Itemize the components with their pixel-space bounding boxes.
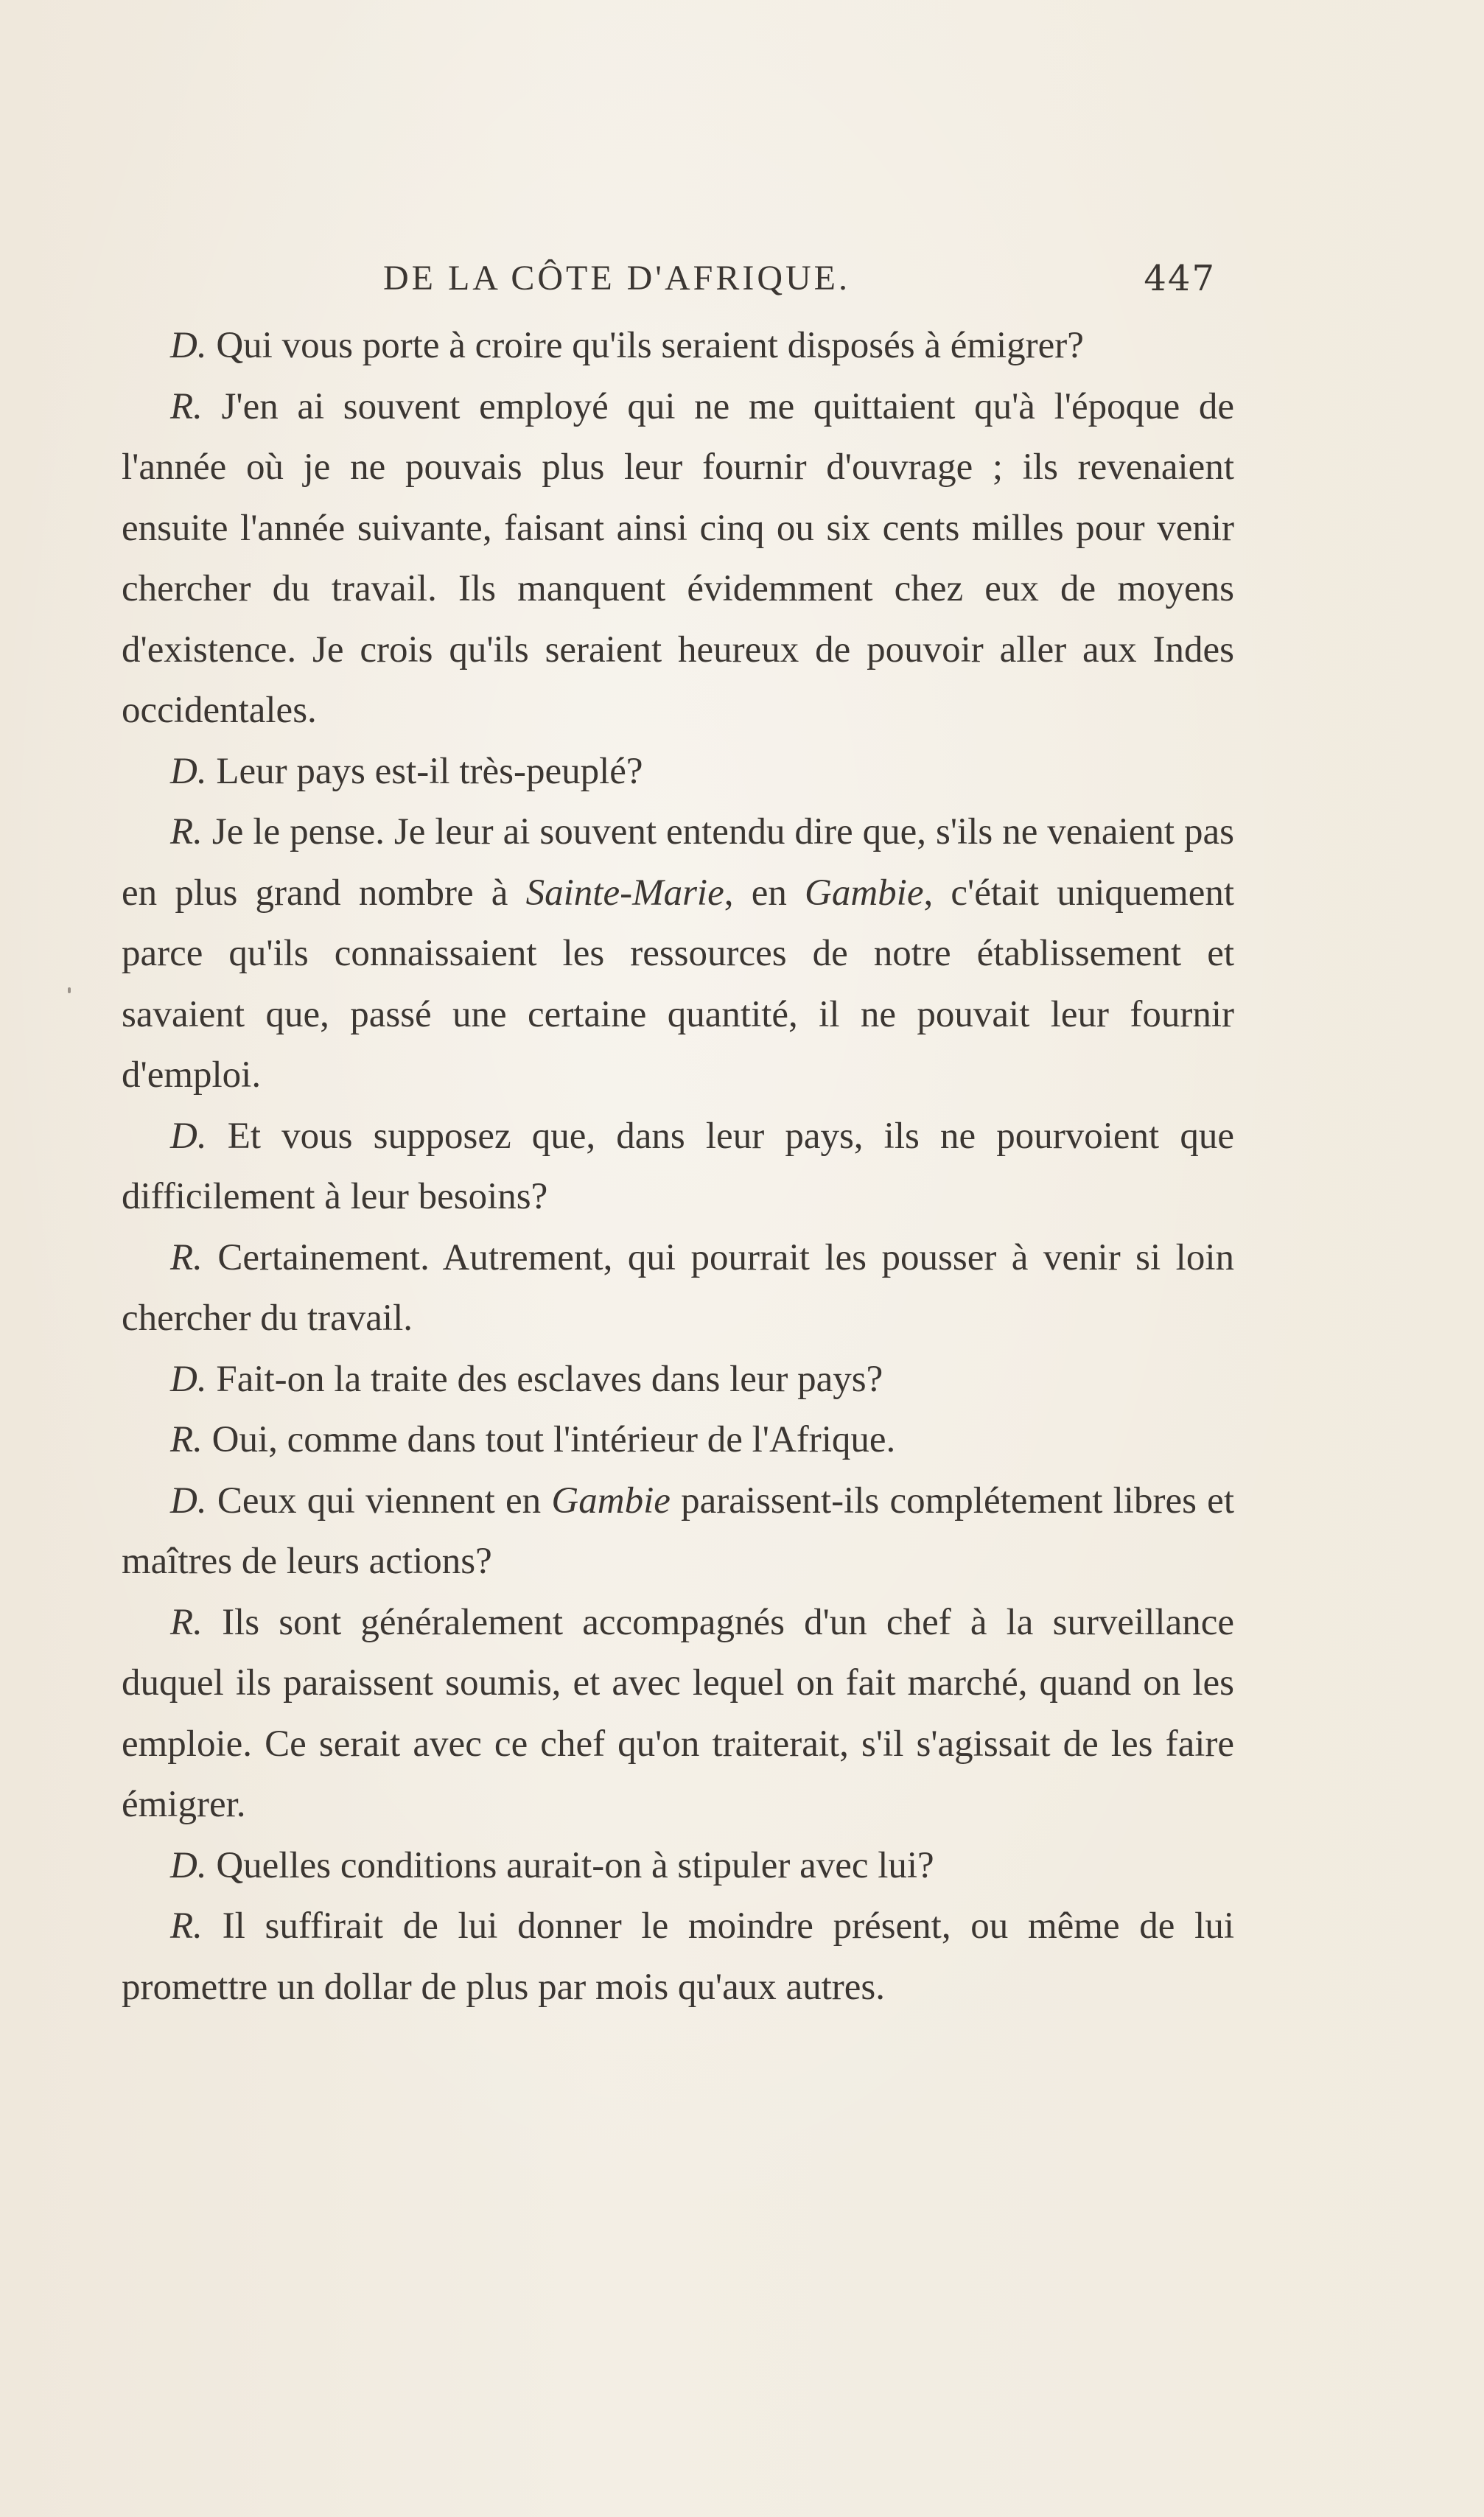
paragraph-text: Certainement. Autrement, qui pourrait les pousser à venir si loin chercher du travail. [122, 1236, 1234, 1339]
paragraph-text: Et vous supposez que, dans leur pays, ils ne pourvoient que difficilement à leur besoins? [122, 1115, 1234, 1217]
paragraph-text: Je le pense. Je leur ai souvent entendu dire que, s'ils ne venaient pas en plus grand nombre à [122, 811, 1234, 914]
speaker-label: R. [170, 1905, 203, 1947]
dialogue-paragraph [122, 1592, 1234, 1835]
speaker-label: R. [170, 1236, 203, 1278]
paragraph-text: Leur pays est-il très-peuplé? [206, 750, 643, 792]
page-number: 447 [1144, 258, 1216, 299]
paragraph-text: Il suffirait de lui donner le moindre présent, ou même de lui promettre un dollar de plus par mois qu'aux autres. [122, 1905, 1234, 2008]
speaker-label: R. [170, 811, 203, 853]
dialogue-paragraph [122, 315, 1234, 377]
paragraph-text: J'en ai souvent employé qui ne me quittaient qu'à l'époque de l'année où je ne pouvais plus leur fournir d'ouvrage ; ils revenaient ensuite l'année suivante, faisant ainsi cinq ou six cents milles pour venir chercher du travail. Ils manquent évidemment chez eux de moyens d'existence. Je crois qu'ils seraient heureux de pouvoir aller aux Indes occidentales. [122, 385, 1234, 731]
paragraph-text: Qui vous porte à croire qu'ils seraient disposés à émigrer? [206, 325, 1084, 366]
paragraph-text: Fait-on la traite des esclaves dans leur pays? [206, 1358, 883, 1400]
dialogue-paragraph [122, 1471, 1234, 1592]
running-head-title: DE LA CÔTE D'AFRIQUE. [383, 259, 850, 298]
italic-text: Gambie [551, 1480, 671, 1522]
paragraph-text: , c'était uniquement parce qu'ils connaissaient les ressources de notre établissement et savaient que, passé une certaine quantité, il ne pouvait leur fournir d'emploi. [122, 872, 1234, 1096]
paragraph-text: paraissent-ils complétement libres et maîtres de leurs actions? [122, 1480, 1234, 1582]
italic-text: Gambie [805, 872, 924, 914]
dialogue-paragraph [122, 1835, 1234, 1897]
speaker-label: D. [170, 1358, 207, 1400]
dialogue-paragraph [122, 1349, 1234, 1410]
dialogue-paragraph [122, 1896, 1234, 2017]
dialogue-paragraph [122, 741, 1234, 802]
paragraph-text: Quelles conditions aurait-on à stipuler avec lui? [206, 1844, 934, 1886]
paragraph-text: , en [724, 872, 805, 914]
speaker-label: D. [170, 1844, 207, 1886]
paragraph-text: Oui, comme dans tout l'intérieur de l'Afrique. [202, 1419, 896, 1460]
body-text [122, 315, 1234, 2017]
speaker-label: D. [170, 750, 207, 792]
italic-text: Sainte-Marie [525, 872, 724, 914]
speaker-label: R. [170, 385, 203, 427]
speaker-label: D. [170, 1115, 207, 1157]
dialogue-paragraph [122, 1410, 1234, 1471]
dialogue-paragraph [122, 1106, 1234, 1228]
paragraph-text: Ceux qui viennent en [206, 1480, 552, 1522]
paragraph-text: Ils sont généralement accompagnés d'un chef à la surveillance duquel ils paraissent soumis, et avec lequel on fait marché, quand on les emploie. Ce serait avec ce chef qu'on traiterait, s'il s'agissait de les faire émigrer. [122, 1601, 1234, 1825]
speaker-label: R. [170, 1419, 203, 1460]
speaker-label: R. [170, 1601, 203, 1643]
dialogue-paragraph [122, 1228, 1234, 1349]
dialogue-paragraph [122, 802, 1234, 1106]
running-head [383, 253, 1216, 304]
speaker-label: D. [170, 325, 207, 366]
speaker-label: D. [170, 1480, 207, 1522]
margin-mark [68, 987, 71, 993]
dialogue-paragraph [122, 377, 1234, 741]
